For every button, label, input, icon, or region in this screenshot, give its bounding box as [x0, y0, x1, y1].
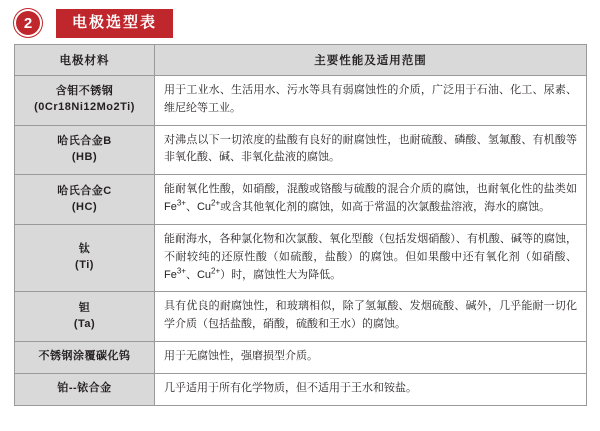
page-title: 电极选型表: [56, 9, 173, 38]
section-number-badge: 2: [14, 9, 42, 37]
material-name-line2: (HC): [71, 200, 98, 213]
material-name-line1: 铂--铱合金: [57, 382, 112, 395]
page-header: [0, 0, 600, 44]
material-cell: [15, 224, 155, 291]
description-cell: 用于工业水、生活用水、污水等具有弱腐蚀性的介质，广泛用于石油、化工、尿素、维尼纶等工业。: [155, 76, 587, 126]
description-part: ）时，腐蚀性大为降低。: [220, 268, 342, 281]
description-part: 能耐海水，各种氯化物和次氯酸、氧化型酸（包括发烟硝酸）、有机酸、碱等的腐蚀，不耐较纯的还原性酸（如硫酸，盐酸）的腐蚀。但如果酸中还有氧化剂（如硝酸、Fe: [164, 232, 577, 281]
material-cell: [15, 292, 155, 342]
superscript-charge: 3+: [176, 265, 186, 275]
table-header-row: [15, 45, 587, 76]
table-container: [0, 44, 600, 406]
material-cell: [15, 125, 155, 175]
material-name-line1: 不锈钢涂覆碳化钨: [38, 350, 131, 363]
table-row: [15, 175, 587, 225]
column-header-material: 电极材料: [15, 45, 155, 76]
material-name-line2: (Ta): [73, 317, 96, 330]
description-part: 、Cu: [185, 268, 212, 281]
material-name-line2: (Ti): [75, 259, 94, 272]
table-row: [15, 292, 587, 342]
electrode-spec-table: [14, 44, 587, 406]
table-body: [15, 76, 587, 406]
material-cell: [15, 341, 155, 373]
material-name-line1: 哈氏合金B: [57, 135, 112, 147]
material-name-line2: (HB): [71, 150, 98, 163]
description-part: 、Cu: [185, 201, 212, 214]
description-cell: 具有优良的耐腐蚀性，和玻璃相似，除了氢氟酸、发烟硫酸、碱外，几乎能耐一切化学介质（包括盐酸，硝酸，硫酸和王水）的腐蚀。: [155, 292, 587, 342]
table-row: [15, 125, 587, 175]
material-cell: [15, 373, 155, 405]
superscript-charge: 3+: [176, 198, 186, 208]
description-part: 能耐氧化性酸，如硝酸，混酸或铬酸与硫酸的混合介质的腐蚀，也耐氧化性的盐类如Fe: [164, 183, 577, 214]
material-cell: [15, 76, 155, 126]
table-row: [15, 76, 587, 126]
description-part: 或含其他氧化剂的腐蚀，如高于常温的次氯酸盐溶液，海水的腐蚀。: [220, 201, 551, 214]
material-name-line1: 钛: [78, 243, 91, 256]
material-cell: [15, 175, 155, 225]
description-cell: 对沸点以下一切浓度的盐酸有良好的耐腐蚀性，也耐硫酸、磷酸、氢氟酸、有机酸等非氧化酸、碱、非氧化盐液的腐蚀。: [155, 125, 587, 175]
material-name-line1: 钽: [78, 301, 91, 314]
material-name-line1: 含钼不锈钢: [55, 85, 114, 98]
column-header-description: 主要性能及适用范围: [155, 45, 587, 76]
description-cell: 用于无腐蚀性，强磨损型介质。: [155, 341, 587, 373]
material-name-line2: (0Cr18Ni12Mo2Ti): [34, 101, 135, 114]
material-name-line1: 哈氏合金C: [57, 184, 112, 197]
description-cell: [155, 224, 587, 291]
table-row: [15, 373, 587, 405]
table-row: [15, 341, 587, 373]
superscript-charge: 2+: [211, 265, 221, 275]
superscript-charge: 2+: [211, 198, 221, 208]
table-header: [15, 45, 587, 76]
table-row: [15, 224, 587, 291]
description-cell: [155, 175, 587, 225]
description-cell: 几乎适用于所有化学物质，但不适用于王水和铵盐。: [155, 373, 587, 405]
